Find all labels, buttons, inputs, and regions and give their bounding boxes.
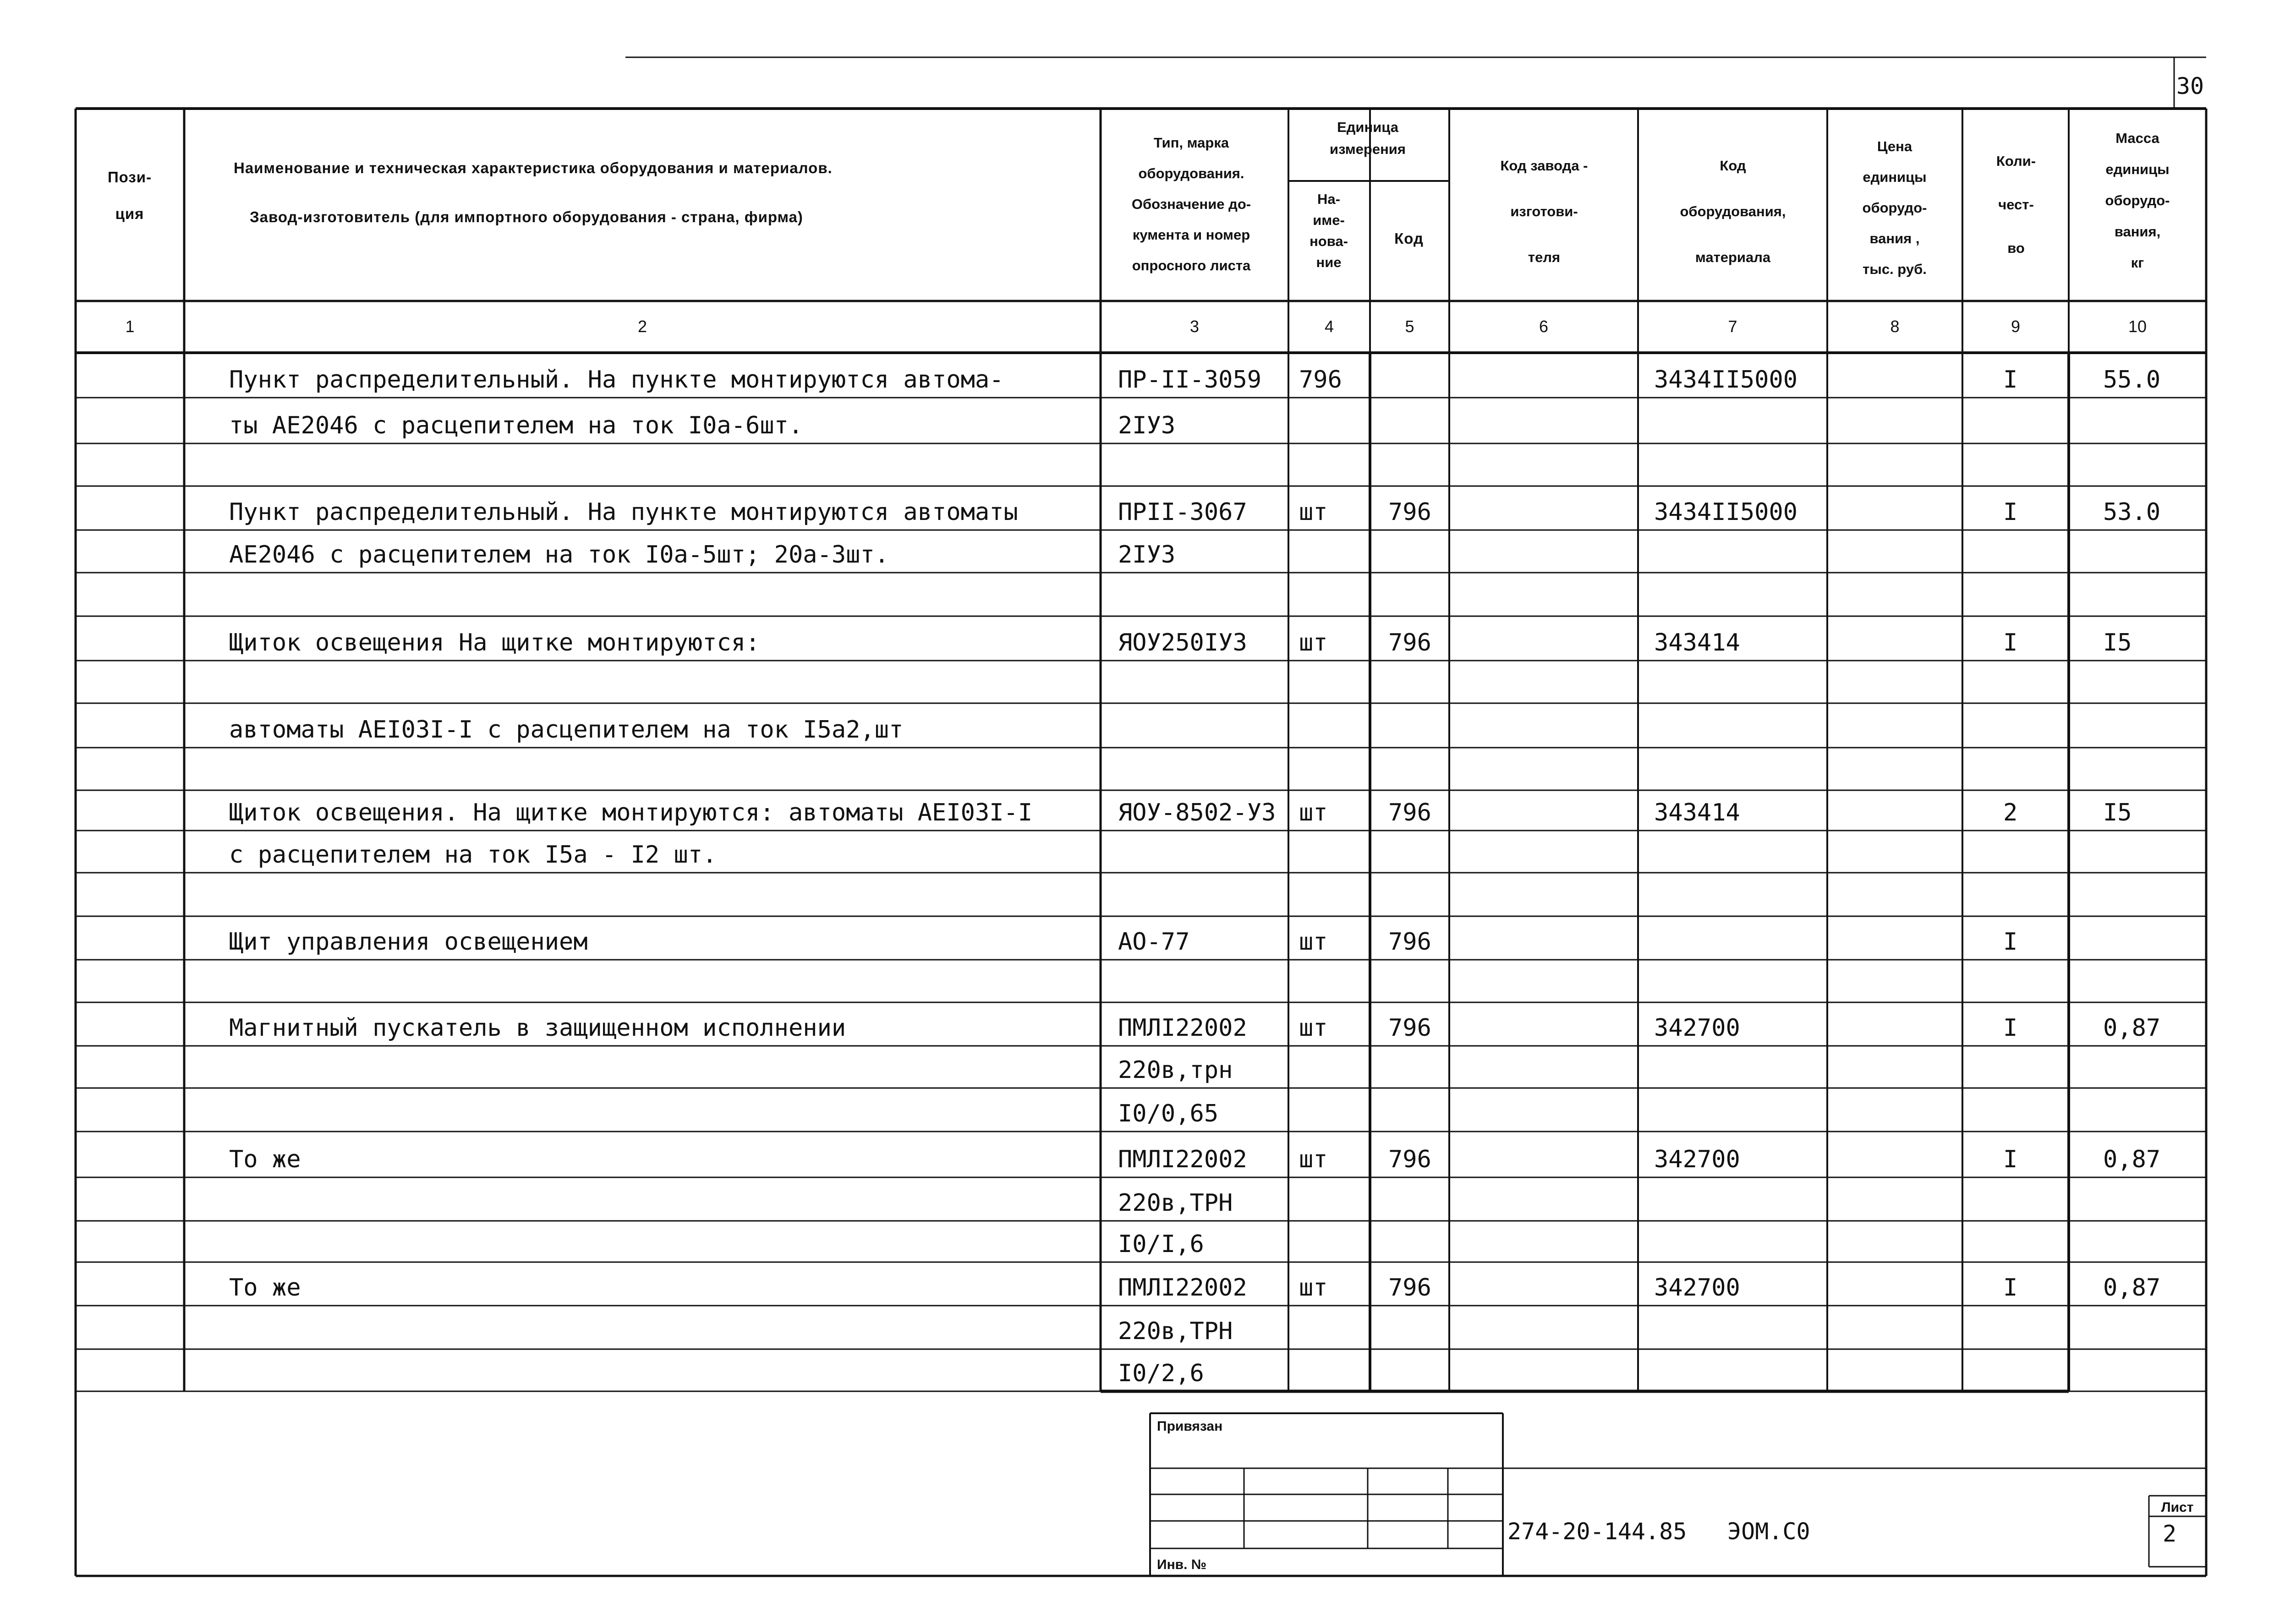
row-name: Щит управления освещением (229, 928, 588, 956)
row-type: ПМЛI22002 (1118, 1274, 1247, 1301)
header-price: вания , (1869, 230, 1920, 246)
column-number: 1 (125, 317, 135, 336)
header-type: кумента и номер (1132, 227, 1250, 243)
header-type: оборудования. (1138, 165, 1244, 181)
header-mass: кг (2131, 255, 2144, 271)
header-equip-code: оборудования, (1680, 203, 1786, 219)
row-type: ПРII-3067 (1118, 498, 1247, 526)
row-name: автоматы АЕI03I-I с расцепителем на ток I5а2,шт (229, 716, 904, 744)
row-mass: I5 (2103, 629, 2132, 656)
header-unit-name: ние (1316, 254, 1342, 270)
header-mass: Масса (2115, 130, 2159, 146)
row-unit-code: 796 (1388, 928, 1431, 956)
header-mass: вания, (2114, 224, 2161, 240)
stamp-inv-label: Инв. № (1157, 1557, 1207, 1572)
sheet-corner-number: 30 (2176, 73, 2204, 99)
header-price: оборудо- (1862, 200, 1927, 216)
header-qty: во (2007, 240, 2025, 256)
row-mass: I5 (2103, 799, 2132, 826)
row-equip-code: 342700 (1654, 1014, 1740, 1042)
header-unit-name: нова- (1310, 233, 1348, 249)
column-number: 10 (2128, 317, 2147, 336)
column-number: 7 (1728, 317, 1737, 336)
column-number: 4 (1324, 317, 1334, 336)
row-unit: шт (1299, 629, 1328, 656)
row-qty: I (2003, 1274, 2018, 1301)
row-name: с расцепителем на ток I5а - I2 шт. (229, 841, 717, 869)
header-unit-group: измерения (1330, 141, 1406, 157)
row-equip-code: 3434II5000 (1654, 366, 1798, 394)
header-price: тыс. руб. (1863, 261, 1927, 277)
row-unit: шт (1299, 1274, 1328, 1301)
header-price: Цена (1877, 138, 1912, 154)
row-unit-code: 796 (1388, 1274, 1431, 1301)
row-name: То же (229, 1274, 301, 1301)
column-number: 6 (1539, 317, 1549, 336)
row-name: Пункт распределительный. На пункте монтируются автома- (229, 366, 1004, 394)
row-equip-code: 343414 (1654, 799, 1740, 826)
row-mass: 0,87 (2103, 1014, 2161, 1042)
row-unit: шт (1299, 498, 1328, 526)
header-qty: Коли- (1996, 153, 2036, 169)
row-mass: 0,87 (2103, 1146, 2161, 1173)
row-mass: 0,87 (2103, 1274, 2161, 1301)
row-type: I0/I,6 (1118, 1230, 1204, 1258)
row-unit: шт (1299, 1146, 1328, 1173)
row-equip-code: 343414 (1654, 629, 1740, 656)
header-unit-name: На- (1317, 191, 1340, 207)
header-name: Наименование и техническая характеристика оборудования и материалов. (234, 159, 833, 176)
row-type: ПМЛI22002 (1118, 1146, 1247, 1173)
row-type: 220в,ТРН (1118, 1189, 1233, 1217)
header-unit-group: Единица (1337, 119, 1398, 135)
row-name: Щиток освещения На щитке монтируются: (229, 629, 760, 656)
row-unit-code: 796 (1388, 799, 1431, 826)
row-name: Пункт распределительный. На пункте монтируются автоматы (229, 498, 1018, 526)
row-qty: I (2003, 366, 2018, 394)
header-price: единицы (1863, 169, 1927, 185)
header-unit-name: име- (1313, 212, 1345, 228)
row-qty: 2 (2003, 799, 2018, 826)
header-mass: оборудо- (2105, 192, 2170, 208)
row-type: 2IУ3 (1118, 412, 1176, 439)
table-text (108, 73, 2204, 1572)
header-plant-code: изготови- (1510, 203, 1578, 219)
row-mass: 53.0 (2103, 498, 2161, 526)
row-qty: I (2003, 1014, 2018, 1042)
row-unit: шт (1299, 1014, 1328, 1042)
column-number: 8 (1890, 317, 1900, 336)
row-name: ты АЕ2046 с расцепителем на ток I0а-6шт. (229, 412, 803, 439)
stamp-sheet-number: 2 (2162, 1520, 2177, 1547)
row-type: 220в,трн (1118, 1056, 1233, 1084)
row-name: Щиток освещения. На щитке монтируются: автоматы АЕI03I-I (229, 799, 1033, 826)
row-qty: I (2003, 928, 2018, 956)
stamp-doc-mark: ЭОМ.С0 (1727, 1518, 1810, 1545)
row-type: 2IУ3 (1118, 541, 1176, 569)
row-unit: шт (1299, 799, 1328, 826)
stamp-doc-code: 274-20-144.85 (1507, 1518, 1687, 1545)
row-unit: 796 (1299, 366, 1342, 394)
header-type: Обозначение до- (1131, 196, 1251, 212)
header-name: Завод-изготовитель (для импортного оборудования - страна, фирма) (250, 208, 803, 225)
row-type: ЯОУ250IУ3 (1118, 629, 1247, 656)
row-qty: I (2003, 629, 2018, 656)
row-unit-code: 796 (1388, 1014, 1431, 1042)
row-equip-code: 342700 (1654, 1146, 1740, 1173)
row-unit-code: 796 (1388, 629, 1431, 656)
row-unit-code: 796 (1388, 1146, 1431, 1173)
header-unit-code: Код (1394, 230, 1424, 247)
row-unit: шт (1299, 928, 1328, 956)
row-mass: 55.0 (2103, 366, 2161, 394)
header-plant-code: теля (1528, 249, 1561, 265)
column-number: 3 (1189, 317, 1200, 336)
row-type: АО-77 (1118, 928, 1190, 956)
header-type: опросного листа (1132, 257, 1251, 273)
row-equip-code: 3434II5000 (1654, 498, 1798, 526)
stamp-sheet-label: Лист (2161, 1500, 2194, 1515)
row-name: То же (229, 1146, 301, 1173)
header-type: Тип, марка (1153, 135, 1229, 151)
column-number: 5 (1405, 317, 1414, 336)
row-qty: I (2003, 498, 2018, 526)
row-type: ПР-II-3059 (1118, 366, 1262, 394)
row-name: Магнитный пускатель в защищенном исполнении (229, 1014, 846, 1042)
header-equip-code: Код (1720, 158, 1746, 174)
column-number: 2 (637, 317, 647, 336)
row-qty: I (2003, 1146, 2018, 1173)
header-qty: чест- (1998, 197, 2034, 213)
row-type: I0/0,65 (1118, 1100, 1219, 1127)
header-plant-code: Код завода - (1500, 158, 1588, 174)
header-position: Пози- (107, 169, 152, 186)
header-equip-code: материала (1695, 249, 1771, 265)
column-number: 9 (2011, 317, 2021, 336)
row-unit-code: 796 (1388, 498, 1431, 526)
header-mass: единицы (2105, 161, 2170, 177)
header-position: ция (115, 205, 144, 222)
row-type: ПМЛI22002 (1118, 1014, 1247, 1042)
row-type: I0/2,6 (1118, 1360, 1204, 1387)
row-name: АЕ2046 с расцепителем на ток I0а-5шт; 20а-3шт. (229, 541, 889, 569)
row-type: ЯОУ-8502-У3 (1118, 799, 1276, 826)
row-type: 220в,ТРН (1118, 1318, 1233, 1345)
stamp-attached-label: Привязан (1157, 1419, 1223, 1434)
row-equip-code: 342700 (1654, 1274, 1740, 1301)
